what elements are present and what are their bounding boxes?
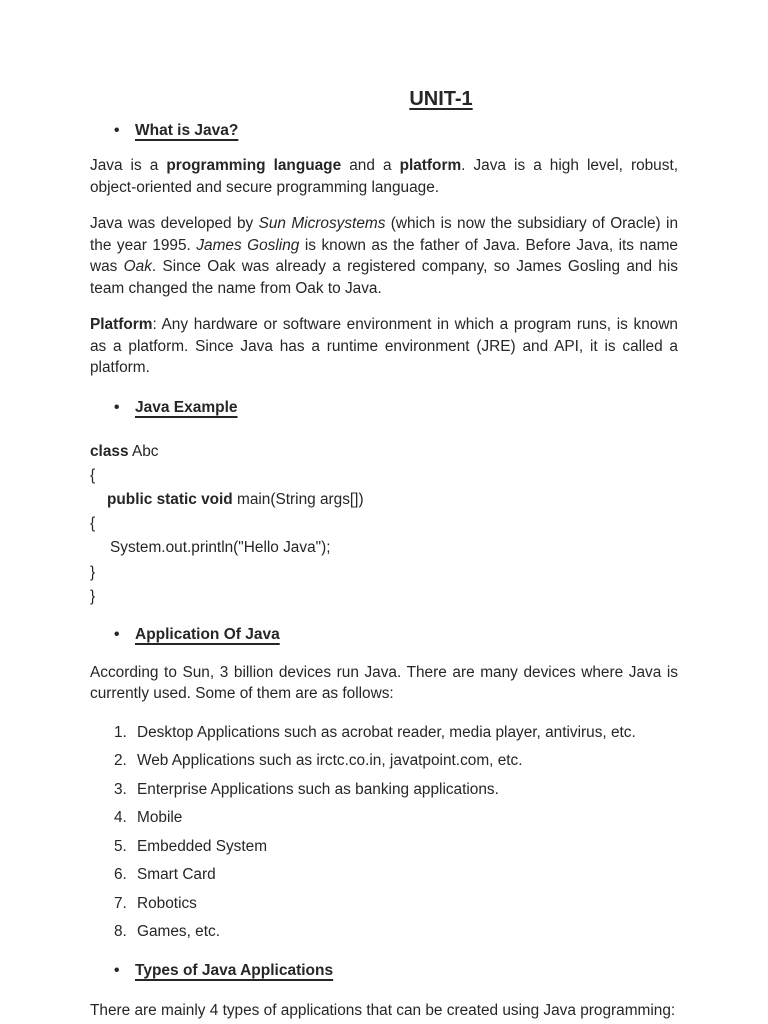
text-run: : Any hardware or software environment in which a program runs, is known as a platform. Since Java has a runtime environment (JRE) and API, it is called a platform. bbox=[90, 316, 678, 376]
bullet-icon: • bbox=[114, 961, 120, 979]
list-item-number: 5. bbox=[114, 837, 127, 855]
text-run-bold: platform bbox=[399, 157, 462, 174]
list-item-text: Enterprise Applications such as banking applications. bbox=[137, 780, 499, 798]
list-item-text: Mobile bbox=[137, 809, 183, 827]
code-line: } bbox=[90, 563, 96, 581]
list-item-text: Web Applications such as irctc.co.in, javatpoint.com, etc. bbox=[137, 752, 523, 770]
text-run: Java is a bbox=[90, 157, 167, 174]
text-run: and a bbox=[341, 157, 400, 174]
text-run-bold: programming language bbox=[166, 157, 342, 174]
list-item-text: Embedded System bbox=[137, 837, 268, 855]
list-item bbox=[114, 750, 678, 772]
list-item bbox=[114, 893, 678, 915]
heading-what-is-java-label: What is Java? bbox=[135, 122, 239, 139]
heading-types-of-java-applications bbox=[90, 960, 678, 981]
code-line bbox=[90, 440, 678, 464]
list-item-text: Desktop Applications such as acrobat reader, media player, antivirus, etc. bbox=[137, 723, 636, 741]
text-run: is known as the father of Java. Before Java, its name was bbox=[90, 236, 678, 275]
paragraph-platform bbox=[90, 314, 678, 379]
code-line: { bbox=[90, 515, 96, 533]
bullet-icon: • bbox=[114, 398, 120, 416]
paragraph-applications-intro: According to Sun, 3 billion devices run Java. There are many devices where Java is currently used. Some of them are as follows: bbox=[90, 663, 678, 703]
code-text: main(String args[]) bbox=[232, 490, 364, 508]
text-run-italic: Oak bbox=[123, 258, 152, 275]
list-item bbox=[114, 722, 678, 744]
list-item bbox=[114, 836, 678, 858]
bullet-icon: • bbox=[114, 122, 120, 139]
text-run: . Since Oak was already a registered company, so James Gosling and his team changed the name from Oak to Java. bbox=[90, 258, 678, 297]
code-keyword: class bbox=[90, 442, 129, 460]
code-keyword: public static void bbox=[107, 490, 233, 508]
list-item-number: 1. bbox=[114, 723, 127, 741]
list-item-number: 7. bbox=[114, 894, 127, 912]
list-item-number: 8. bbox=[114, 923, 127, 941]
page-title-text: UNIT-1 bbox=[409, 88, 473, 110]
list-item bbox=[114, 807, 678, 829]
applications-list bbox=[90, 722, 678, 943]
heading-java-example-label: Java Example bbox=[135, 398, 238, 416]
list-item-number: 3. bbox=[114, 780, 127, 798]
list-item bbox=[114, 921, 678, 943]
paragraph-java-intro bbox=[90, 155, 678, 198]
code-line: { bbox=[90, 466, 96, 484]
code-line: } bbox=[90, 587, 96, 605]
paragraph-types-intro: There are mainly 4 types of applications that can be created using Java programming: bbox=[90, 1001, 676, 1019]
heading-types-of-java-applications-label: Types of Java Applications bbox=[135, 961, 334, 979]
list-item-number: 4. bbox=[114, 809, 127, 827]
heading-java-example bbox=[90, 397, 678, 418]
list-item bbox=[114, 779, 678, 801]
list-item-number: 2. bbox=[114, 752, 127, 770]
code-block bbox=[90, 440, 678, 609]
code-text: Abc bbox=[128, 442, 159, 460]
page-title bbox=[90, 86, 678, 112]
text-run-italic: James Gosling bbox=[196, 236, 300, 254]
heading-application-of-java bbox=[90, 624, 678, 645]
text-run-italic: Sun Microsystems bbox=[258, 215, 386, 232]
code-line: System.out.println("Hello Java"); bbox=[110, 539, 331, 557]
list-item-text: Robotics bbox=[137, 894, 197, 912]
heading-what-is-java bbox=[90, 120, 678, 141]
text-run: (which is now the subsidiary of Oracle) in the year 1995. bbox=[90, 215, 678, 254]
list-item-number: 6. bbox=[114, 866, 127, 884]
heading-application-of-java-label: Application Of Java bbox=[135, 625, 280, 643]
text-run-bold: Platform bbox=[90, 316, 153, 333]
code-line bbox=[90, 488, 678, 512]
paragraph-java-history bbox=[90, 213, 678, 299]
list-item-text: Games, etc. bbox=[137, 923, 220, 941]
text-run: Java was developed by bbox=[90, 215, 259, 232]
list-item bbox=[114, 864, 678, 886]
list-item-text: Smart Card bbox=[137, 866, 216, 884]
bullet-icon: • bbox=[114, 625, 120, 643]
text-run: . Java is a high level, robust, object-oriented and secure programming language. bbox=[90, 157, 678, 196]
